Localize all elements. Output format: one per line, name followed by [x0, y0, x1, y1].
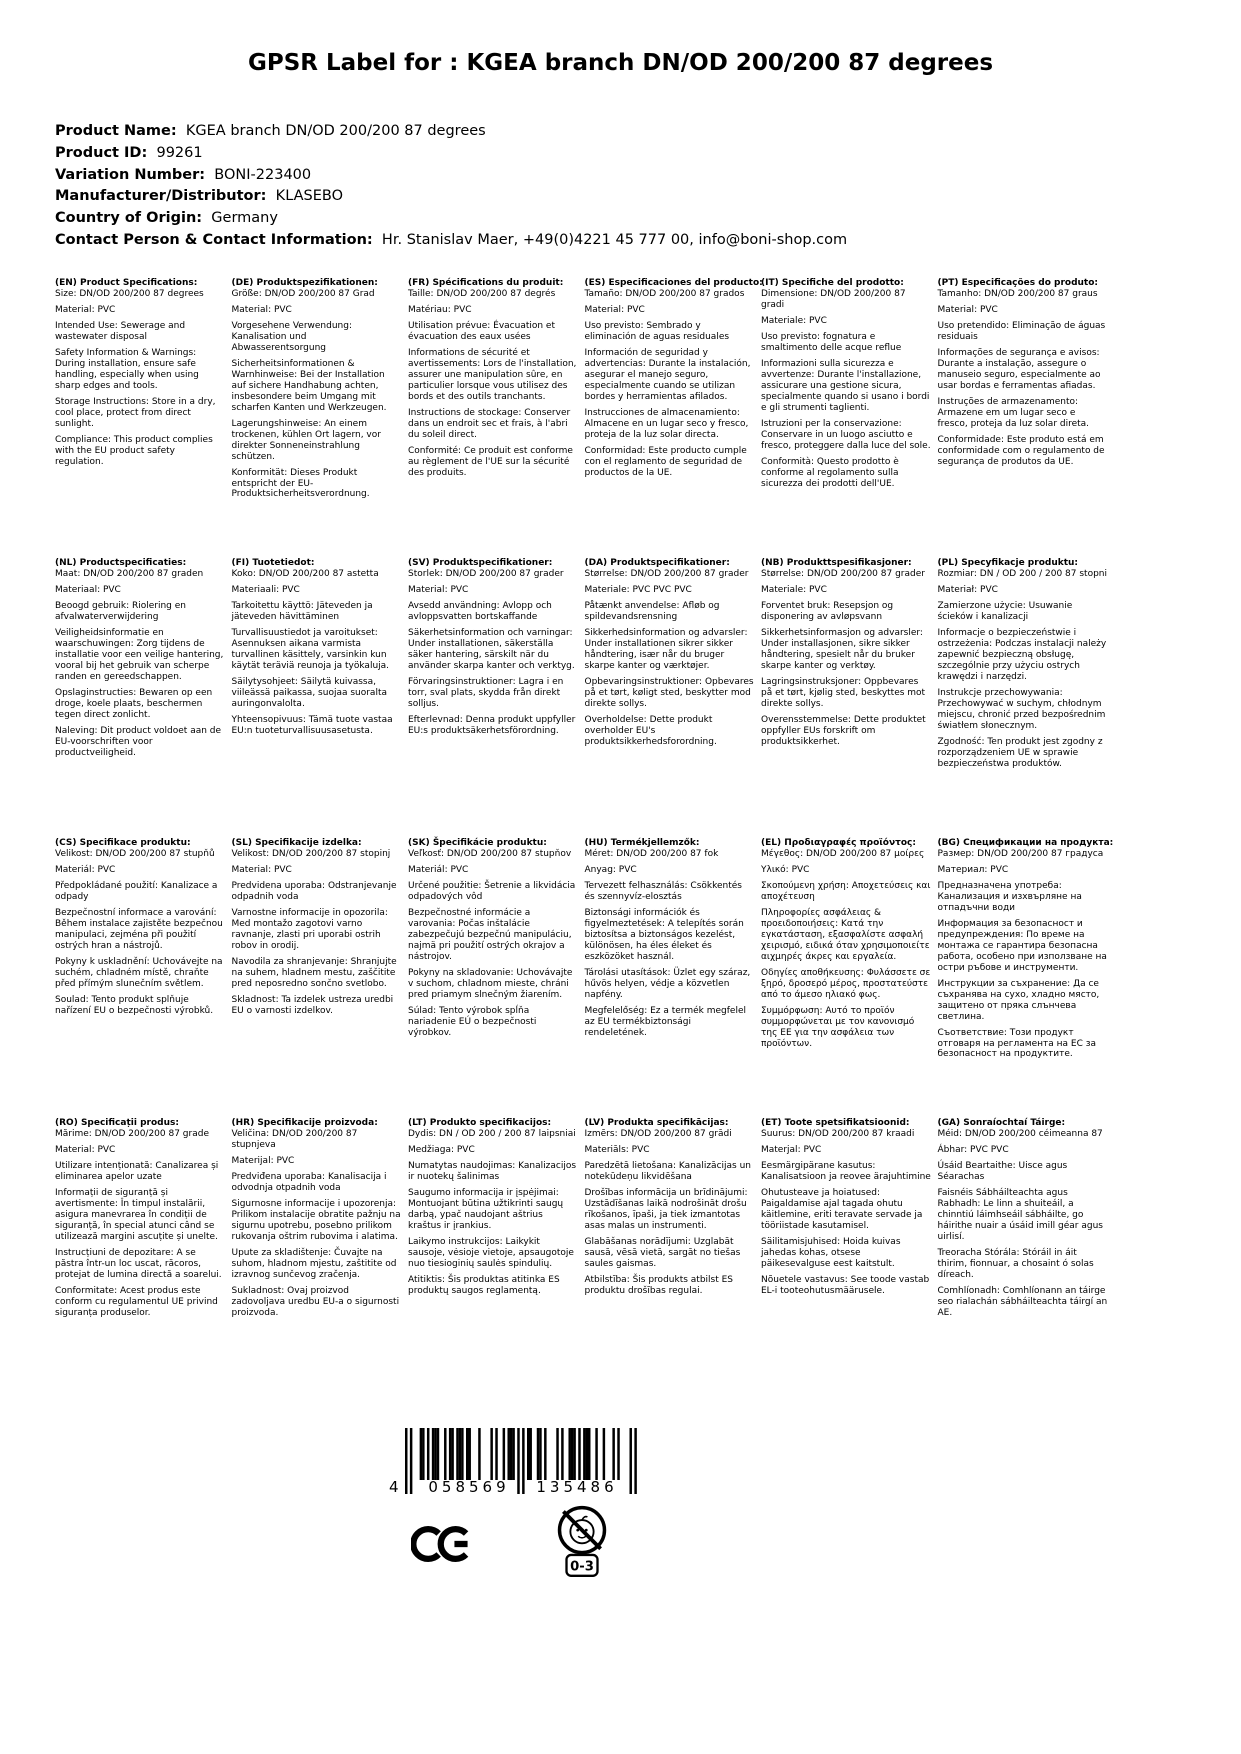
spec-paragraph: Opbevaringsinstruktioner: Opbevares på et tørt, køligt sted, beskytter mod direkte sollys.: [584, 676, 754, 709]
product-info-label: Variation Number:: [55, 166, 206, 183]
spec-block-nb: [761, 558, 931, 838]
spec-paragraph: Utilizare intenționată: Canalizarea și eliminarea apelor uzate: [55, 1160, 219, 1182]
spec-paragraph: Lagringsinstruksjoner: Oppbevares på et tørt, kjølig sted, beskyttes mot direkte sollys.: [761, 676, 926, 709]
spec-paragraph: Glabāšanas norādījumi: Uzglabāt sausā, vēsā vietā, sargāt no tiešas saules gaismas.: [584, 1236, 741, 1269]
spec-paragraph: Beoogd gebruik: Riolering en afvalwaterverwijdering: [55, 600, 187, 622]
spec-paragraph: Méret: DN/OD 200/200 87 fok: [584, 848, 719, 859]
ean13-barcode: [389, 1428, 637, 1498]
spec-paragraph: Sigurnosne informacije i upozorenja: Prilikom instalacije obratite pažnju na sigurnu upotrebu, posebno prilikom rukovanja oštrim rubovima i alatima.: [231, 1198, 401, 1242]
spec-paragraph: Påtænkt anvendelse: Afløb og spildevandsrensning: [584, 600, 720, 622]
spec-paragraph: Predviđena uporaba: Kanalisacija i odvodnja otpadnih voda: [231, 1171, 387, 1193]
spec-paragraph: Forventet bruk: Resepsjon og disponering av avløpsvann: [761, 600, 894, 622]
spec-block-ro: [55, 1118, 225, 1398]
spec-paragraph: Treoracha Stórála: Stóráil in áit thirim, fionnuar, a chosaint ó solas díreach.: [937, 1247, 1094, 1280]
spec-block-header: (CS) Specifikace produktu:: [55, 838, 191, 848]
barcode-right-group: 135486: [536, 1478, 618, 1496]
spec-paragraph: Upute za skladištenje: Čuvajte na suhom, hladnom mjestu, zaštitite od izravnog sunčevog zračenja.: [231, 1247, 397, 1280]
spec-paragraph: Instrucțiuni de depozitare: A se păstra într-un loc uscat, răcoros, protejat de lumina directă a soarelui.: [55, 1247, 222, 1280]
spec-paragraph: Material: PVC: [937, 304, 998, 315]
spec-paragraph: Materiál: PVC: [408, 864, 469, 875]
spec-paragraph: Tamanho: DN/OD 200/200 87 graus: [937, 288, 1098, 299]
spec-paragraph: Uso previsto: Sembrado y eliminación de aguas residuales: [584, 320, 730, 342]
spec-paragraph: Säilytysohjeet: Säilytä kuivassa, viileässä paikassa, suojaa suoralta auringonvalolta.: [231, 676, 387, 709]
spec-paragraph: Vorgesehene Verwendung: Kanalisation und Abwasserentsorgung: [231, 320, 352, 353]
spec-block-lt: [408, 1118, 578, 1398]
spec-paragraph: Určené použitie: Šetrenie a likvidácia odpadových vôd: [408, 880, 576, 902]
product-info-line: [55, 186, 847, 208]
spec-block-hu: [585, 838, 755, 1118]
spec-block-fi: [232, 558, 402, 838]
spec-paragraph: Saugumo informacija ir įspėjimai: Montuojant būtina užtikrinti saugų darbą, ypač naudojant aštrius kraštus ir įrankius.: [408, 1187, 564, 1231]
spec-paragraph: Comhlíonadh: Comhlíonann an táirge seo rialachán sábháilteachta táirgí an AE.: [937, 1285, 1108, 1318]
spec-block-et: [761, 1118, 931, 1398]
spec-block-bg: [937, 838, 1114, 1118]
barcode-first-digit: 4: [389, 1478, 399, 1496]
spec-paragraph: Veiligheidsinformatie en waarschuwingen: Zorg tijdens de installatie voor een veilige hantering, vooral bij het gebruik van scherpe randen en gereedschappen.: [55, 627, 224, 682]
product-info-value: BONI-223400: [205, 166, 312, 183]
spec-block-header: (FI) Tuotetiedot:: [231, 558, 315, 568]
spec-block-pt: [938, 278, 1108, 558]
product-info-value: KGEA branch DN/OD 200/200 87 degrees: [176, 123, 486, 139]
spec-paragraph: Avsedd användning: Avlopp och avloppsvatten bortskaffande: [408, 600, 552, 622]
spec-paragraph: Maat: DN/OD 200/200 87 graden: [55, 568, 204, 579]
spec-paragraph: Zgodność: Ten produkt jest zgodny z rozporządzeniem UE w sprawie bezpieczeństwa produktów.: [937, 736, 1103, 769]
spec-block-header: (NB) Produkttspesifikasjoner:: [761, 558, 912, 568]
spec-block-hr: [232, 1118, 402, 1398]
spec-paragraph: Conformitate: Acest produs este conform cu regulamentul UE privind siguranța produselor.: [55, 1285, 218, 1318]
spec-block-header: (SK) Špecifikácie produktu:: [408, 838, 547, 848]
spec-block-pl: [938, 558, 1108, 838]
spec-paragraph: Sikkerhedsinformation og advarsler: Under installationen sikrer sikker håndtering, især når du bruger skarpe kanter og værktøjer.: [584, 627, 748, 671]
spec-block-header: (GA) Sonraíochtaí Táirge:: [937, 1118, 1066, 1128]
spec-paragraph: Material: PVC: [408, 584, 469, 595]
spec-paragraph: Uso previsto: fognatura e smaltimento delle acque reflue: [761, 331, 902, 353]
spec-paragraph: Πληροφορίες ασφάλειας & προειδοποιήσεις: Κατά την εγκατάσταση, εξασφαλίστε ασφαλή χειρισμό, ειδικά όταν χρησιμοποιείτε αιχμηρές άκρες και εργαλεία.: [761, 907, 930, 962]
spec-block-es: [584, 278, 763, 558]
spec-paragraph: Conformità: Questo prodotto è conforme al regolamento sulla sicurezza dei prodotti dell'UE.: [761, 456, 899, 489]
product-info-line: [55, 121, 847, 143]
product-info-line: [55, 143, 847, 165]
spec-paragraph: Οδηγίες αποθήκευσης: Φυλάσσετε σε ξηρό, δροσερό μέρος, προστατεύστε από το άμεσο ηλιακό φως.: [761, 967, 931, 1000]
product-info-line: [55, 165, 847, 187]
ce-mark-icon: [411, 1524, 475, 1568]
spec-paragraph: Размер: DN/OD 200/200 87 градуса: [937, 848, 1104, 859]
spec-paragraph: Instrukcje przechowywania: Przechowywać w suchym, chłodnym miejscu, chronić przed bezpośrednim światłem słonecznym.: [937, 687, 1106, 731]
spec-paragraph: Skladnost: Ta izdelek ustreza uredbi EU o varnosti izdelkov.: [231, 994, 394, 1016]
product-info-label: Product Name:: [55, 123, 177, 139]
spec-paragraph: Pokyny k uskladnění: Uchovávejte na suchém, chladném místě, chraňte před přímým slunečním světlem.: [55, 956, 223, 989]
page-title: GPSR Label for : KGEA branch DN/OD 200/200 87 degrees: [247, 50, 994, 76]
spec-paragraph: Material: PVC: [584, 304, 645, 315]
spec-paragraph: Taille: DN/OD 200/200 87 degrés: [408, 288, 556, 299]
product-info-value: Germany: [202, 210, 278, 227]
spec-block-cs: [55, 838, 225, 1118]
spec-block-header: (NL) Productspecificaties:: [55, 558, 187, 568]
spec-paragraph: Mărime: DN/OD 200/200 87 grade: [55, 1128, 209, 1139]
spec-block-header: (ET) Toote spetsifikatsioonid:: [761, 1118, 910, 1128]
spec-paragraph: Materiaali: PVC: [231, 584, 300, 595]
spec-block-de: [232, 278, 402, 558]
spec-paragraph: Konformität: Dieses Produkt entspricht der EU-Produktsicherheitsverordnung.: [231, 467, 370, 500]
spec-paragraph: Opslaginstructies: Bewaren op een droge, koele plaats, beschermen tegen direct zonlicht.: [55, 687, 213, 720]
spec-paragraph: Материал: PVC: [937, 864, 1009, 875]
product-info-label: Country of Origin:: [55, 210, 203, 227]
spec-block-header: (BG) Спецификации на продукта:: [937, 838, 1114, 848]
spec-paragraph: Drošības informācija un brīdinājumi: Uzstādīšanas laikā nodrošināt drošu rīkošanos, īpaši, ja tiek izmantotas asas malas un instrumenti.: [584, 1187, 748, 1231]
spec-paragraph: Materiaal: PVC: [55, 584, 121, 595]
spec-paragraph: Safety Information & Warnings: During installation, ensure safe handling, especially when using sharp edges and tools.: [55, 347, 199, 391]
spec-paragraph: Tarkoitettu käyttö: Jäteveden ja jäteveden hävittäminen: [231, 600, 373, 622]
spec-paragraph: Instrucciones de almacenamiento: Almacene en un lugar seco y fresco, proteja de la luz solar directa.: [584, 407, 749, 440]
spec-block-header: (LT) Produkto specifikacijos:: [408, 1118, 552, 1128]
product-info-value: Hr. Stanislav Maer, +49(0)4221 45 777 00, info@boni-shop.com: [372, 231, 848, 248]
product-info-block: [55, 121, 847, 252]
spec-paragraph: Instruções de armazenamento: Armazene em um lugar seco e fresco, proteja da luz solar direta.: [937, 396, 1090, 429]
spec-paragraph: Veličina: DN/OD 200/200 87 stupnjeva: [231, 1128, 358, 1150]
spec-paragraph: Информация за безопасност и предупреждения: По време на монтажа се гарантира безопасна работа, особено при използване на остри ръбове и инструменти.: [937, 918, 1107, 973]
spec-paragraph: Material: PVC: [55, 1144, 116, 1155]
barcode-left-group: 058569: [428, 1478, 510, 1496]
spec-paragraph: Suurus: DN/OD 200/200 87 kraadi: [761, 1128, 915, 1139]
spec-paragraph: Säilitamisjuhised: Hoida kuivas jahedas kohas, otsese päikesevalguse eest kaitstult.: [761, 1236, 901, 1269]
spec-block-fr: [408, 278, 578, 558]
spec-paragraph: Størrelse: DN/OD 200/200 87 grader: [584, 568, 749, 579]
spec-paragraph: Ábhar: PVC PVC: [937, 1144, 1009, 1155]
spec-paragraph: Size: DN/OD 200/200 87 degrees: [55, 288, 204, 299]
spec-paragraph: Størrelse: DN/OD 200/200 87 grader: [761, 568, 925, 579]
spec-paragraph: Overholdelse: Dette produkt overholder EU's produktsikkerhedsforordning.: [584, 714, 717, 747]
spec-paragraph: Veľkosť: DN/OD 200/200 87 stupňov: [408, 848, 572, 859]
spec-paragraph: Anyag: PVC: [584, 864, 637, 875]
product-info-label: Product ID:: [55, 144, 148, 161]
spec-paragraph: Μέγεθος: DN/OD 200/200 87 μοίρες: [761, 848, 925, 859]
spec-paragraph: Koko: DN/OD 200/200 87 astetta: [231, 568, 379, 579]
spec-block-header: (PT) Especificações do produto:: [937, 278, 1099, 288]
spec-paragraph: Conformité: Ce produit est conforme au règlement de l'UE sur la sécurité des produits.: [408, 445, 573, 478]
spec-paragraph: Storage Instructions: Store in a dry, cool place, protect from direct sunlight.: [55, 396, 216, 429]
spec-paragraph: Предназначена употреба: Канализация и изхвърляне на отпадъчни води: [937, 880, 1082, 913]
spec-paragraph: Efterlevnad: Denna produkt uppfyller EU:s produktsäkerhetsförordning.: [408, 714, 576, 736]
spec-paragraph: Säkerhetsinformation och varningar: Under installationen, säkerställa säker hantering, särskilt när du använder skarpa kanter och verktyg.: [408, 627, 575, 671]
spec-paragraph: Tárolási utasítások: Üzlet egy száraz, hűvös helyen, védje a közvetlen napfény.: [584, 967, 751, 1000]
product-info-value: KLASEBO: [266, 188, 343, 205]
spec-paragraph: Materiale: PVC: [761, 315, 827, 326]
spec-paragraph: Съответствие: Този продукт отговаря на регламента на ЕС за безопасност на продуктите.: [937, 1027, 1097, 1060]
spec-block-en: [55, 278, 225, 558]
spec-paragraph: Instructions de stockage: Conserver dans un endroit sec et frais, à l'abri du soleil direct.: [408, 407, 571, 440]
spec-paragraph: Größe: DN/OD 200/200 87 Grad: [231, 288, 375, 299]
spec-paragraph: Conformidad: Este producto cumple con el reglamento de seguridad de productos de la UE.: [584, 445, 747, 478]
spec-block-sl: [232, 838, 402, 1118]
spec-block-header: (IT) Specifiche del prodotto:: [761, 278, 904, 288]
spec-paragraph: Material: PVC: [231, 864, 292, 875]
spec-paragraph: Overensstemmelse: Dette produktet oppfyller EUs forskrift om produktsikkerhet.: [761, 714, 926, 747]
spec-paragraph: Uso pretendido: Eliminação de águas residuais: [937, 320, 1106, 342]
spec-paragraph: Velikost: DN/OD 200/200 87 stupňů: [55, 848, 215, 859]
spec-paragraph: Zamierzone użycie: Usuwanie ścieków i kanalizacji: [937, 600, 1073, 622]
spec-paragraph: Předpokládané použití: Kanalizace a odpady: [55, 880, 218, 902]
product-info-label: Manufacturer/Distributor:: [55, 188, 267, 205]
spec-paragraph: Atbilstība: Šis produkts atbilst ES produktu drošības regulai.: [584, 1274, 734, 1296]
spec-paragraph: Turvallisuustiedot ja varoitukset: Asennuksen aikana varmista turvallinen käsittely, varsinkin kun käytät teräviä reunoja ja työkaluja.: [231, 627, 390, 671]
spec-paragraph: Soulad: Tento produkt splňuje nařízení EU o bezpečnosti výrobků.: [55, 994, 214, 1016]
spec-block-header: (RO) Specificații produs:: [55, 1118, 179, 1128]
spec-paragraph: Materiál: PVC: [55, 864, 116, 875]
spec-paragraph: Lagerungshinweise: An einem trockenen, kühlen Ort lagern, vor direkter Sonneneinstrahlung schützen.: [231, 418, 381, 462]
spec-paragraph: Συμμόρφωση: Αυτό το προϊόν συμμορφώνεται με τον κανονισμό της ΕΕ για την ασφάλεια των προϊόντων.: [761, 1005, 915, 1049]
spec-paragraph: Naleving: Dit product voldoet aan de EU-voorschriften voor productveiligheid.: [55, 725, 222, 758]
spec-block-header: (FR) Spécifications du produit:: [408, 278, 564, 288]
spec-paragraph: Biztonsági információk és figyelmeztetések: A telepítés során biztosítsa a biztonságos kezelést, különösen, ha éles éleket és eszközöket használ.: [584, 907, 744, 962]
product-info-line: [55, 208, 847, 230]
spec-paragraph: Yhteensopivuus: Tämä tuote vastaa EU:n tuoteturvallisuusasetusta.: [231, 714, 393, 736]
spec-paragraph: Matériau: PVC: [408, 304, 472, 315]
spec-paragraph: Medžiaga: PVC: [408, 1144, 475, 1155]
spec-paragraph: Sicherheitsinformationen & Warnhinweise: Bei der Installation auf sichere Handhabung achten, insbesondere beim Umgang mit scharfen Kanten und Werkzeugen.: [231, 358, 387, 413]
spec-paragraph: Material: PVC: [55, 304, 116, 315]
spec-block-header: (EN) Product Specifications:: [55, 278, 198, 288]
spec-paragraph: Инструкции за съхранение: Да се съхранява на сухо, хладно място, защитено от пряка слънчева светлина.: [937, 978, 1100, 1022]
spec-block-header: (DA) Produktspecifikationer:: [584, 558, 730, 568]
spec-block-header: (EL) Προδιαγραφές προϊόντος:: [761, 838, 916, 848]
spec-block-da: [585, 558, 755, 838]
spec-paragraph: Tamaño: DN/OD 200/200 87 grados: [584, 288, 745, 299]
spec-paragraph: Informacje o bezpieczeństwie i ostrzeżenia: Podczas instalacji należy zapewnić bezpieczną obsługę, szczególnie przy użyciu ostrych krawędzi i narzędzi.: [937, 627, 1107, 682]
spec-paragraph: Eesmärgipärane kasutus: Kanalisatsioon ja reovee ärajuhtimine: [761, 1160, 931, 1182]
spec-paragraph: Storlek: DN/OD 200/200 87 grader: [408, 568, 564, 579]
spec-paragraph: Υλικό: PVC: [761, 864, 810, 875]
spec-paragraph: Bezpečnostné informácie a varovania: Počas inštalácie zabezpečujú bezpečnú manipuláciu, najmä pri použití ostrých okrajov a nástrojov.: [408, 907, 572, 962]
spec-paragraph: Numatytas naudojimas: Kanalizacijos ir nuotekų šalinimas: [408, 1160, 577, 1182]
product-info-value: 99261: [147, 144, 203, 161]
spec-block-el: [761, 838, 931, 1118]
spec-paragraph: Utilisation prévue: Évacuation et évacuation des eaux usées: [408, 320, 555, 342]
spec-block-ga: [938, 1118, 1108, 1398]
spec-paragraph: Nõuetele vastavus: See toode vastab EL-i tooteohutusmäärusele.: [761, 1274, 930, 1296]
spec-paragraph: Rozmiar: DN / OD 200 / 200 87 stopni: [937, 568, 1108, 579]
spec-paragraph: Materiāls: PVC: [584, 1144, 650, 1155]
spec-paragraph: Velikost: DN/OD 200/200 87 stopinj: [231, 848, 391, 859]
spec-paragraph: Materjal: PVC: [761, 1144, 822, 1155]
spec-paragraph: Informații de siguranță și avertismente: În timpul instalării, asigura manevrarea în condiții de siguranță, în special atunci când se utilizează margini ascuțite și unelte.: [55, 1187, 218, 1242]
spec-paragraph: Materiał: PVC: [937, 584, 998, 595]
spec-paragraph: Materiale: PVC: [761, 584, 827, 595]
spec-block-header: (LV) Produkta specifikācijas:: [584, 1118, 729, 1128]
age-warning-0-3-icon: [551, 1502, 613, 1587]
spec-block-header: (HR) Specifikacije proizvoda:: [231, 1118, 378, 1128]
spec-paragraph: Izmērs: DN/OD 200/200 87 grādi: [584, 1128, 732, 1139]
spec-block-sk: [408, 838, 578, 1118]
spec-paragraph: Dydis: DN / OD 200 / 200 87 laipsniai: [408, 1128, 576, 1139]
spec-paragraph: Úsáid Beartaithe: Uisce agus Séarachas: [937, 1160, 1068, 1182]
spec-paragraph: Sikkerhetsinformasjon og advarsler: Under installasjonen, sikre sikker håndtering, spesielt når du bruker skarpe kanter og verktøy.: [761, 627, 923, 671]
spec-paragraph: Navodila za shranjevanje: Shranjujte na suhem, hladnem mestu, zaščitite pred neposredno sončno svetlobo.: [231, 956, 397, 989]
spec-paragraph: Intended Use: Sewerage and wastewater disposal: [55, 320, 186, 342]
spec-block-it: [761, 278, 931, 558]
spec-paragraph: Ohutusteave ja hoiatused: Paigaldamise ajal tagada ohutu käitlemine, eriti teravate servade ja tööriistade kasutamisel.: [761, 1187, 923, 1231]
spec-paragraph: Laikymo instrukcijos: Laikykit sausoje, vėsioje vietoje, apsaugotoje nuo tiesioginių saulės spindulių.: [408, 1236, 574, 1269]
spec-paragraph: Méid: DN/OD 200/200 céimeanna 87: [937, 1128, 1103, 1139]
spec-paragraph: Förvaringsinstruktioner: Lagra i en torr, sval plats, skydda från direkt solljus.: [408, 676, 564, 709]
spec-paragraph: Megfelelőség: Ez a termék megfelel az EU termékbiztonsági rendeletének.: [584, 1005, 746, 1038]
spec-paragraph: Sukladnost: Ovaj proizvod zadovoljava uredbu EU-a o sigurnosti proizvoda.: [231, 1285, 400, 1318]
spec-grid: [55, 278, 1114, 1398]
spec-block-header: (SV) Produktspecifikationer:: [408, 558, 553, 568]
product-info-line: [55, 230, 847, 252]
spec-paragraph: Varnostne informacije in opozorila: Med montažo zagotovi varno ravnanje, zlasti pri uporabi ostrih robov in orodij.: [231, 907, 388, 951]
spec-paragraph: Compliance: This product complies with the EU product safety regulation.: [55, 434, 213, 467]
product-info-label: Contact Person & Contact Information:: [55, 231, 373, 248]
spec-paragraph: Conformidade: Este produto está em conformidade com o regulamento de segurança de produtos da UE.: [937, 434, 1105, 467]
age-warning-label: 0-3: [570, 1559, 594, 1575]
spec-paragraph: Informações de segurança e avisos: Durante a instalação, assegure o manuseio seguro, especialmente ao usar bordas e ferramentas afiadas.: [937, 347, 1101, 391]
spec-block-sv: [408, 558, 578, 838]
spec-paragraph: Predvidena uporaba: Odstranjevanje odpadnih voda: [231, 880, 397, 902]
spec-paragraph: Bezpečnostní informace a varování: Během instalace zajistěte bezpečnou manipulaci, zejména při použití ostrých hran a nástrojů.: [55, 907, 223, 951]
spec-block-header: (DE) Produktspezifikationen:: [231, 278, 378, 288]
spec-paragraph: Pokyny na skladovanie: Uchovávajte v suchom, chladnom mieste, chráni pred priamym slnečným žiarením.: [408, 967, 573, 1000]
spec-block-lv: [585, 1118, 755, 1398]
spec-paragraph: Faisnéis Sábháilteachta agus Rabhadh: Le linn a shuiteáil, a chinntiú láimhseáil sábháilte, go háirithe nuair a úsáid imill géar agus uirlisí.: [937, 1187, 1103, 1242]
spec-paragraph: Informations de sécurité et avertissements: Lors de l'installation, assurer une manipulation sûre, en particulier lorsque vous utilisez des bords et des outils tranchants.: [408, 347, 577, 402]
spec-block-header: (HU) Termékjellemzők:: [584, 838, 700, 848]
spec-paragraph: Información de seguridad y advertencias: Durante la instalación, asegurar el manejo seguro, especialmente cuando se utilizan bordes y herramientas afilados.: [584, 347, 751, 402]
spec-paragraph: Súlad: Tento výrobok spĺňa nariadenie EÚ o bezpečnosti výrobkov.: [408, 1005, 537, 1038]
spec-paragraph: Tervezett felhasználás: Csökkentés és szennyvíz-elosztás: [584, 880, 742, 902]
spec-paragraph: Σκοπούμενη χρήση: Αποχετεύσεις και αποχέτευση: [761, 880, 931, 902]
spec-paragraph: Paredzētā lietošana: Kanalizācijas un notekūdeņu likvidēšana: [584, 1160, 751, 1182]
spec-paragraph: Material: PVC: [231, 304, 292, 315]
spec-paragraph: Istruzioni per la conservazione: Conservare in un luogo asciutto e fresco, proteggere dalla luce del sole.: [761, 418, 931, 451]
spec-paragraph: Materiale: PVC PVC PVC: [584, 584, 692, 595]
spec-block-header: (SL) Specifikacije izdelka:: [231, 838, 362, 848]
spec-paragraph: Atitiktis: Šis produktas atitinka ES produktų saugos reglamentą.: [408, 1274, 560, 1296]
spec-paragraph: Materijal: PVC: [231, 1155, 295, 1166]
spec-paragraph: Informazioni sulla sicurezza e avvertenze: Durante l'installazione, assicurare una gestione sicura, specialmente quando si usano i bordi e gli strumenti taglienti.: [761, 358, 930, 413]
spec-paragraph: Dimensione: DN/OD 200/200 87 gradi: [761, 288, 906, 310]
spec-block-header: (ES) Especificaciones del producto:: [584, 278, 763, 288]
spec-block-header: (PL) Specyfikacje produktu:: [937, 558, 1079, 568]
spec-block-nl: [55, 558, 225, 838]
